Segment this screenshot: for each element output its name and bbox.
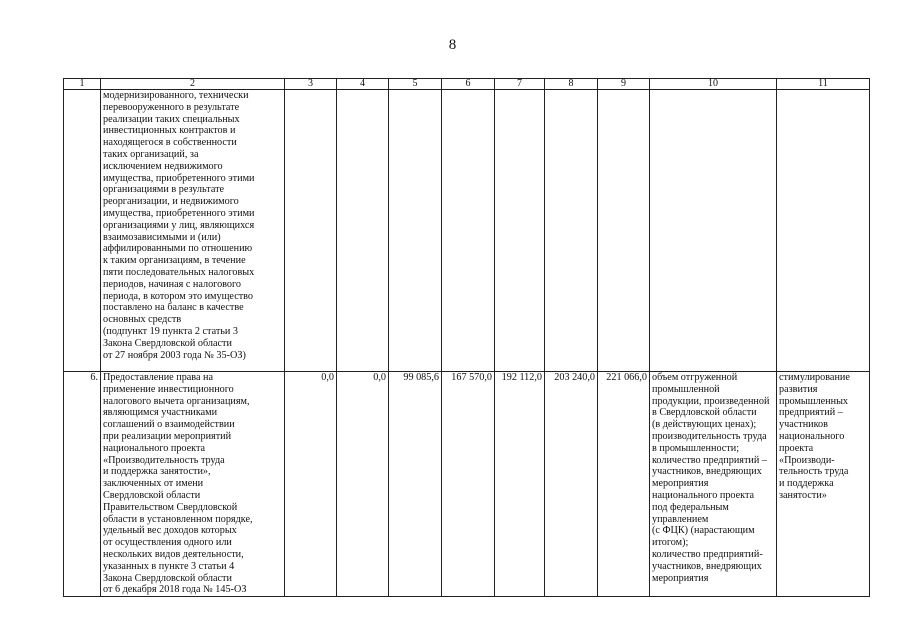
header-cell: 3 xyxy=(285,79,337,90)
value-cell xyxy=(545,90,598,372)
header-cell: 2 xyxy=(101,79,285,90)
row-description: модернизированного, технически перевооруженного в результате реализации таких специальных инвестиционных контрактов и находящегося в собственности таких организаций, за исключением недвижимого имущества, приобретенного этими организациями в результате реорганизации, и недвижимого имущества, приобретенного этими организациями у лиц, являющихся взаимозависимыми и (или) аффилированными по отношению к таким организациям, в течение пяти последовательных налоговых периодов, начиная с налогового периода, в котором это имущество поставлено на баланс в качестве основных средств (подпункт 19 пункта 2 статьи 3 Закона Свердловской области от 27 ноября 2003 года № 35-ОЗ) xyxy=(101,90,285,372)
indicator-cell xyxy=(650,90,777,372)
header-cell: 9 xyxy=(598,79,650,90)
header-cell: 7 xyxy=(495,79,545,90)
value-cell xyxy=(442,90,495,372)
goal-cell xyxy=(777,90,870,372)
value-cell xyxy=(285,90,337,372)
header-cell: 8 xyxy=(545,79,598,90)
data-table xyxy=(63,78,870,597)
value-cell: 221 066,0 xyxy=(598,372,650,597)
table-row xyxy=(64,372,870,597)
table-header-row xyxy=(64,79,870,90)
row-index xyxy=(64,90,101,372)
header-cell: 10 xyxy=(650,79,777,90)
table-row xyxy=(64,90,870,372)
value-cell xyxy=(389,90,442,372)
header-cell: 1 xyxy=(64,79,101,90)
header-cell: 5 xyxy=(389,79,442,90)
value-cell: 99 085,6 xyxy=(389,372,442,597)
row-description: Предоставление права на применение инвестиционного налогового вычета организациям, являющимся участниками соглашений о взаимодействии при реализации мероприятий национального проекта «Производительность труда и поддержка занятости», заключенных от имени Свердловской области Правительством Свердловской области в установленном порядке, удельный вес доходов которых от осуществления одного или нескольких видов деятельности, указанных в пункте 3 статьи 4 Закона Свердловской области от 6 декабря 2018 года № 145-ОЗ xyxy=(101,372,285,597)
header-cell: 4 xyxy=(337,79,389,90)
value-cell xyxy=(337,90,389,372)
value-cell: 167 570,0 xyxy=(442,372,495,597)
value-cell: 203 240,0 xyxy=(545,372,598,597)
value-cell: 0,0 xyxy=(285,372,337,597)
page-number: 8 xyxy=(448,37,457,53)
header-cell: 6 xyxy=(442,79,495,90)
goal-cell: стимулирование развития промышленных предприятий – участников национального проекта «Производи- тельность труда и поддержка занятости» xyxy=(777,372,870,597)
row-index: 6. xyxy=(64,372,101,597)
indicator-cell: объем отгруженной промышленной продукции, произведенной в Свердловской области (в действующих ценах); производительность труда в промышленности; количество предприятий – участников, внедряющих мероприятия национального проекта под федеральным управлением (с ФЦК) (нарастающим итогом); количество предприятий- участников, внедряющих мероприятия xyxy=(650,372,777,597)
value-cell: 192 112,0 xyxy=(495,372,545,597)
value-cell xyxy=(598,90,650,372)
value-cell xyxy=(495,90,545,372)
value-cell: 0,0 xyxy=(337,372,389,597)
header-cell: 11 xyxy=(777,79,870,90)
